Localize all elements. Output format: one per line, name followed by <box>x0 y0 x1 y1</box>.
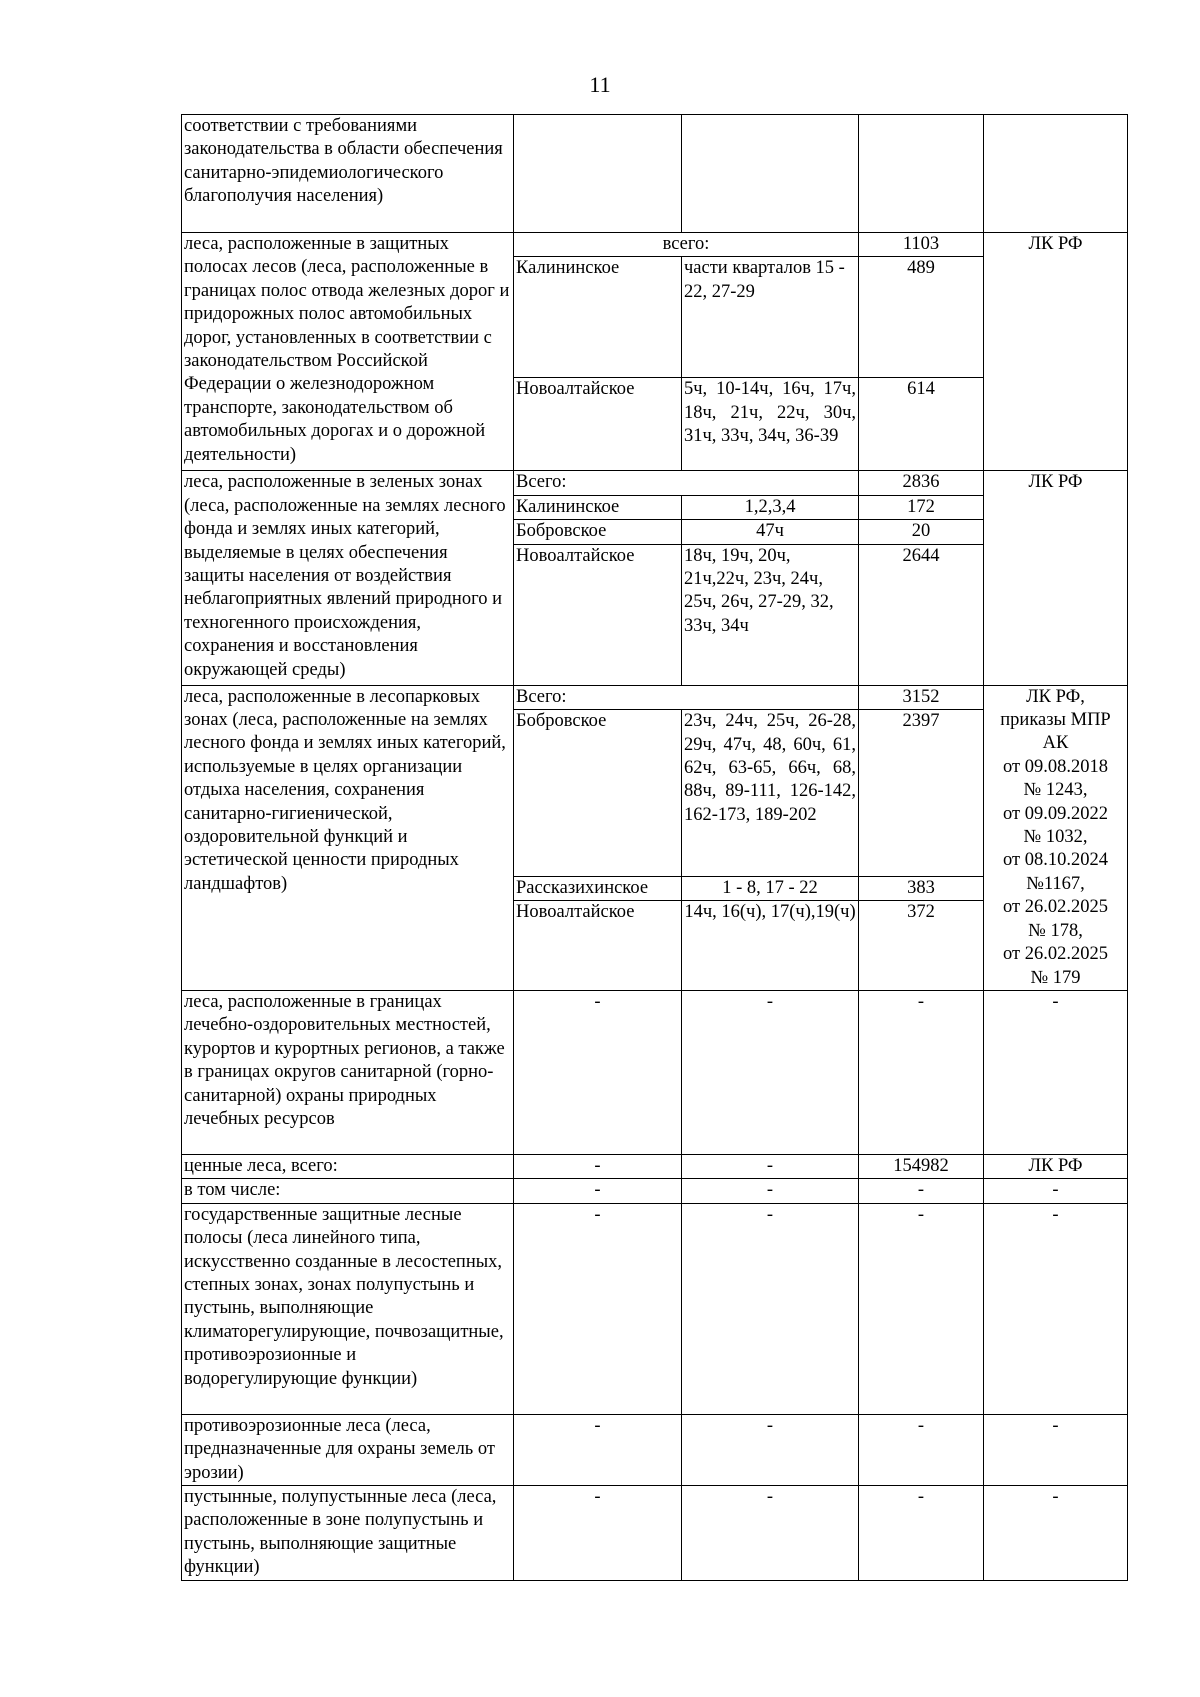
quarters-cell: части кварталов 15 - 22, 27-29 <box>682 257 859 378</box>
basis-line: № 179 <box>1030 967 1081 988</box>
quarters-cell: 47ч <box>682 520 859 544</box>
basis-line: №1167, <box>1026 873 1085 894</box>
basis-cell: ЛК РФ <box>984 233 1128 471</box>
forestry-cell: - <box>514 1154 682 1178</box>
area-cell: 372 <box>859 901 984 991</box>
basis-line: № 178, <box>1028 920 1083 941</box>
basis-cell <box>984 685 1128 990</box>
forestry-cell: Бобровское <box>514 710 682 876</box>
area-cell: - <box>859 1179 984 1203</box>
table-row <box>182 990 1128 1154</box>
table-row <box>182 1179 1128 1203</box>
area-cell: 154982 <box>859 1154 984 1178</box>
category-name-cell: пустынные, полупустынные леса (леса, расположенные в зоне полупустынь и пустынь, выполняющие защитные функции) <box>182 1485 514 1580</box>
basis-line: от 09.09.2022 <box>1003 803 1108 824</box>
forestry-cell: Новоалтайское <box>514 544 682 685</box>
quarters-cell: 18ч, 19ч, 20ч, 21ч,22ч, 23ч, 24ч, 25ч, 26ч, 27-29, 32, 33ч, 34ч <box>682 544 859 685</box>
table-row <box>182 471 1128 495</box>
total-label-cell: Всего: <box>514 471 859 495</box>
basis-line: АК <box>1042 733 1069 754</box>
area-cell: 172 <box>859 495 984 519</box>
area-cell: 3152 <box>859 685 984 710</box>
basis-cell: - <box>984 1179 1128 1203</box>
forestry-cell: Новоалтайское <box>514 901 682 991</box>
basis-line: № 1032, <box>1023 827 1088 848</box>
category-name-cell: государственные защитные лесные полосы (леса линейного типа, искусственно созданные в лесостепных, степных зонах, зонах полупустынь и пустынь, выполняющие климаторегулирующие, почвозащитные, противоэрозионные и водорегулирующие функции) <box>182 1203 514 1414</box>
quarters-cell: - <box>682 1203 859 1414</box>
quarters-cell: 23ч, 24ч, 25ч, 26-28, 29ч, 47ч, 48, 60ч, 61, 62ч, 63-65, 66ч, 68, 88ч, 89-111, 126-142, 162-173, 189-202 <box>682 710 859 876</box>
basis-cell: ЛК РФ <box>984 471 1128 685</box>
quarters-cell: 1 - 8, 17 - 22 <box>682 876 859 901</box>
area-cell: 2836 <box>859 471 984 495</box>
table-row <box>182 233 1128 257</box>
basis-cell: - <box>984 1414 1128 1485</box>
forestry-cell: - <box>514 990 682 1154</box>
forestry-cell: - <box>514 1485 682 1580</box>
table-row <box>182 1154 1128 1178</box>
basis-cell: - <box>984 1203 1128 1414</box>
page-number: 11 <box>589 72 611 97</box>
quarters-cell: - <box>682 1414 859 1485</box>
table-row <box>182 1414 1128 1485</box>
area-cell: 2397 <box>859 710 984 876</box>
basis-line: от 09.08.2018 <box>1003 756 1108 777</box>
area-cell: 2644 <box>859 544 984 685</box>
quarters-cell: - <box>682 990 859 1154</box>
forestry-cell: Калининское <box>514 257 682 378</box>
basis-cell: ЛК РФ <box>984 1154 1128 1178</box>
area-cell: 489 <box>859 257 984 378</box>
area-cell: 614 <box>859 378 984 471</box>
category-name-cell: леса, расположенные в зеленых зонах (леса, расположенные на землях лесного фонда и землях иных категорий, выделяемые в целях обеспечения защиты населения от воздействия неблагоприятных явлений природного и техногенного происхождения, сохранения и восстановления окружающей среды) <box>182 471 514 685</box>
table-row <box>182 1203 1128 1414</box>
forestry-cell: Рассказихинское <box>514 876 682 901</box>
basis-line: от 08.10.2024 <box>1003 850 1108 871</box>
forestry-cell: Бобровское <box>514 520 682 544</box>
category-name-cell: леса, расположенные в границах лечебно-оздоровительных местностей, курортов и курортных регионов, а также в границах округов санитарной (горно-санитарной) охраны природных лечебных ресурсов <box>182 990 514 1154</box>
basis-line: ЛК РФ, <box>1026 686 1085 707</box>
forestry-cell: Калининское <box>514 495 682 519</box>
forestry-cell: - <box>514 1179 682 1203</box>
forestry-cell: - <box>514 1414 682 1485</box>
area-cell: 383 <box>859 876 984 901</box>
quarters-cell: 1,2,3,4 <box>682 495 859 519</box>
area-cell: - <box>859 1485 984 1580</box>
basis-line: от 26.02.2025 <box>1003 944 1108 965</box>
basis-line: приказы МПР <box>1000 710 1111 731</box>
table-row <box>182 685 1128 710</box>
category-name-cell: в том числе: <box>182 1179 514 1203</box>
basis-cell: - <box>984 1485 1128 1580</box>
category-name-cell: противоэрозионные леса (леса, предназначенные для охраны земель от эрозии) <box>182 1414 514 1485</box>
quarters-cell: - <box>682 1179 859 1203</box>
basis-cell: - <box>984 990 1128 1154</box>
quarters-cell: - <box>682 1154 859 1178</box>
forestry-cell: - <box>514 1203 682 1414</box>
category-name-cell: ценные леса, всего: <box>182 1154 514 1178</box>
category-name-cell: соответствии с требованиями законодательства в области обеспечения санитарно-эпидемиологического благополучия населения) <box>182 115 514 233</box>
area-cell: - <box>859 990 984 1154</box>
area-cell: 20 <box>859 520 984 544</box>
basis-line: от 26.02.2025 <box>1003 897 1108 918</box>
category-name-cell: леса, расположенные в лесопарковых зонах (леса, расположенные на землях лесного фонда и землях иных категорий, используемые в целях организации отдыха населения, сохранения санитарно-гигиенической, оздоровительной функций и эстетической ценности природных ландшафтов) <box>182 685 514 990</box>
quarters-cell: - <box>682 1485 859 1580</box>
basis-cell <box>984 115 1128 233</box>
forest-categories-table <box>181 114 1128 1581</box>
forestry-cell <box>514 115 682 233</box>
category-name-cell: леса, расположенные в защитных полосах лесов (леса, расположенные в границах полос отвода железных дорог и придорожных полос автомобильных дорог, установленных в соответствии с законодательством Российской Федерации о железнодорожном транспорте, законодательством об автомобильных дорогах и о дорожной деятельности) <box>182 233 514 471</box>
total-label-cell: всего: <box>514 233 859 257</box>
area-cell: 1103 <box>859 233 984 257</box>
quarters-cell: 14ч, 16(ч), 17(ч),19(ч) <box>682 901 859 991</box>
table-row <box>182 1485 1128 1580</box>
area-cell <box>859 115 984 233</box>
basis-line: № 1243, <box>1023 780 1088 801</box>
quarters-cell: 5ч, 10-14ч, 16ч, 17ч, 18ч, 21ч, 22ч, 30ч, 31ч, 33ч, 34ч, 36-39 <box>682 378 859 471</box>
area-cell: - <box>859 1203 984 1414</box>
area-cell: - <box>859 1414 984 1485</box>
total-label-cell: Всего: <box>514 685 859 710</box>
forestry-cell: Новоалтайское <box>514 378 682 471</box>
quarters-cell <box>682 115 859 233</box>
table-row <box>182 115 1128 233</box>
